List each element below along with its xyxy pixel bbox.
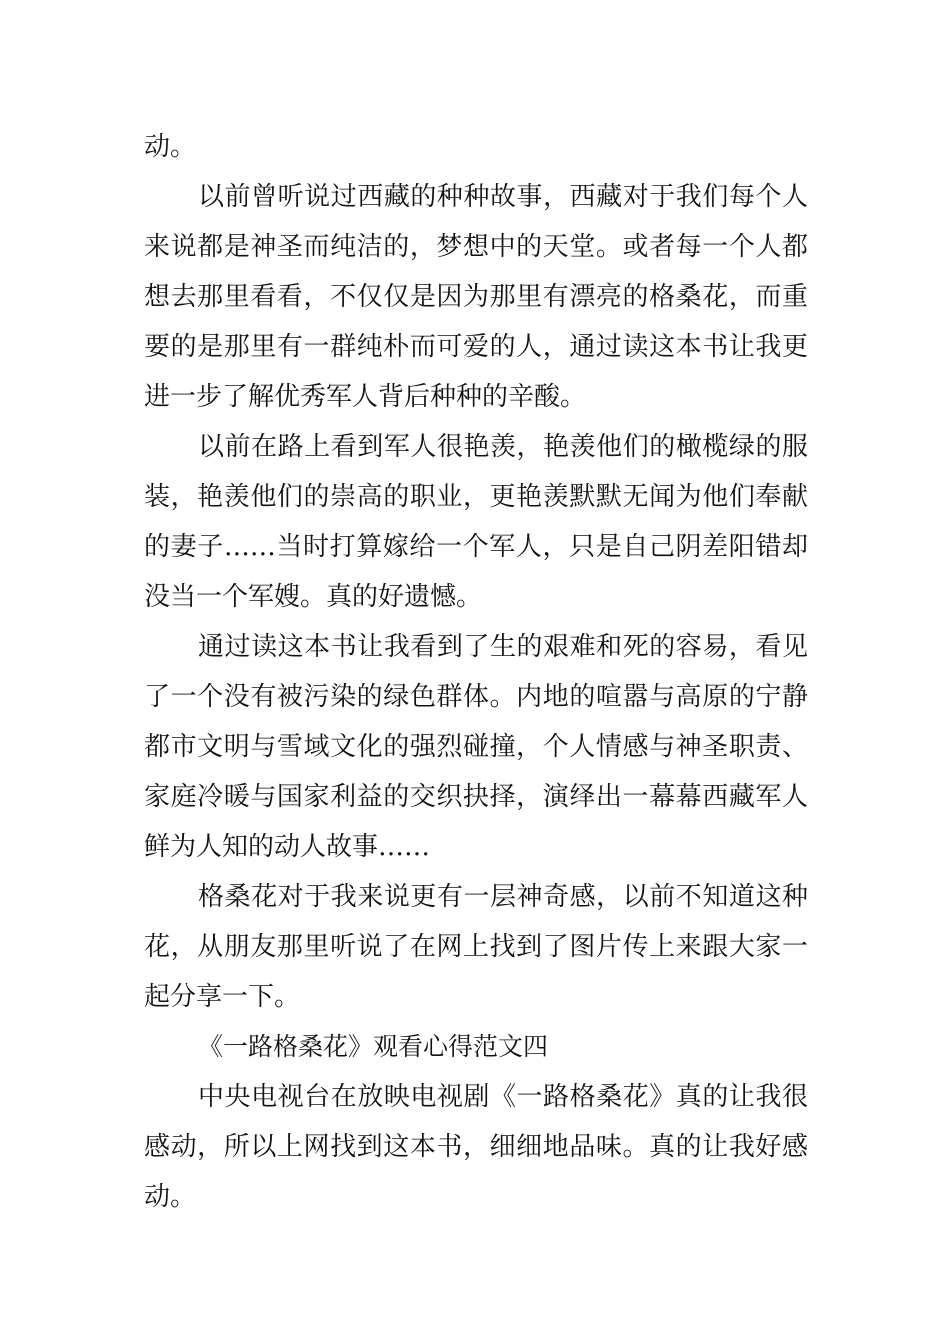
paragraph-admire-soldiers: 以前在路上看到军人很艳羡，艳羡他们的橄榄绿的服装，艳羡他们的崇高的职业，更艳羡默默无闻为他们奉献的妻子……当时打算嫁给一个军人，只是自己阴差阳错却没当一个军嫂。真的好遗憾。 bbox=[144, 432, 808, 612]
paragraph-cctv-drama: 中央电视台在放映电视剧《一路格桑花》真的让我很感动，所以上网找到这本书，细细地品味。真的让我好感动。 bbox=[144, 1082, 808, 1212]
paragraph-life-and-death: 通过读这本书让我看到了生的艰难和死的容易，看见了一个没有被污染的绿色群体。内地的喧嚣与高原的宁静都市文明与雪域文化的强烈碰撞，个人情感与神圣职责、家庭冷暖与国家利益的交织抉择，演绎出一幕幕西藏军人鲜为人知的动人故事…… bbox=[144, 632, 808, 862]
paragraph-tibet-stories: 以前曾听说过西藏的种种故事，西藏对于我们每个人来说都是神圣而纯洁的，梦想中的天堂。或者每一个人都想去那里看看，不仅仅是因为那里有漂亮的格桑花，而重要的是那里有一群纯朴而可爱的人，通过读这本书让我更进一步了解优秀军人背后种种的辛酸。 bbox=[144, 182, 808, 412]
paragraph-continuation: 动。 bbox=[144, 132, 197, 162]
section-heading: 《一路格桑花》观看心得范文四 bbox=[198, 1032, 549, 1061]
paragraph-gesang-flower: 格桑花对于我来说更有一层神奇感，以前不知道这种花，从朋友那里听说了在网上找到了图片传上来跟大家一起分享一下。 bbox=[144, 882, 808, 1012]
document-body bbox=[144, 122, 808, 1222]
